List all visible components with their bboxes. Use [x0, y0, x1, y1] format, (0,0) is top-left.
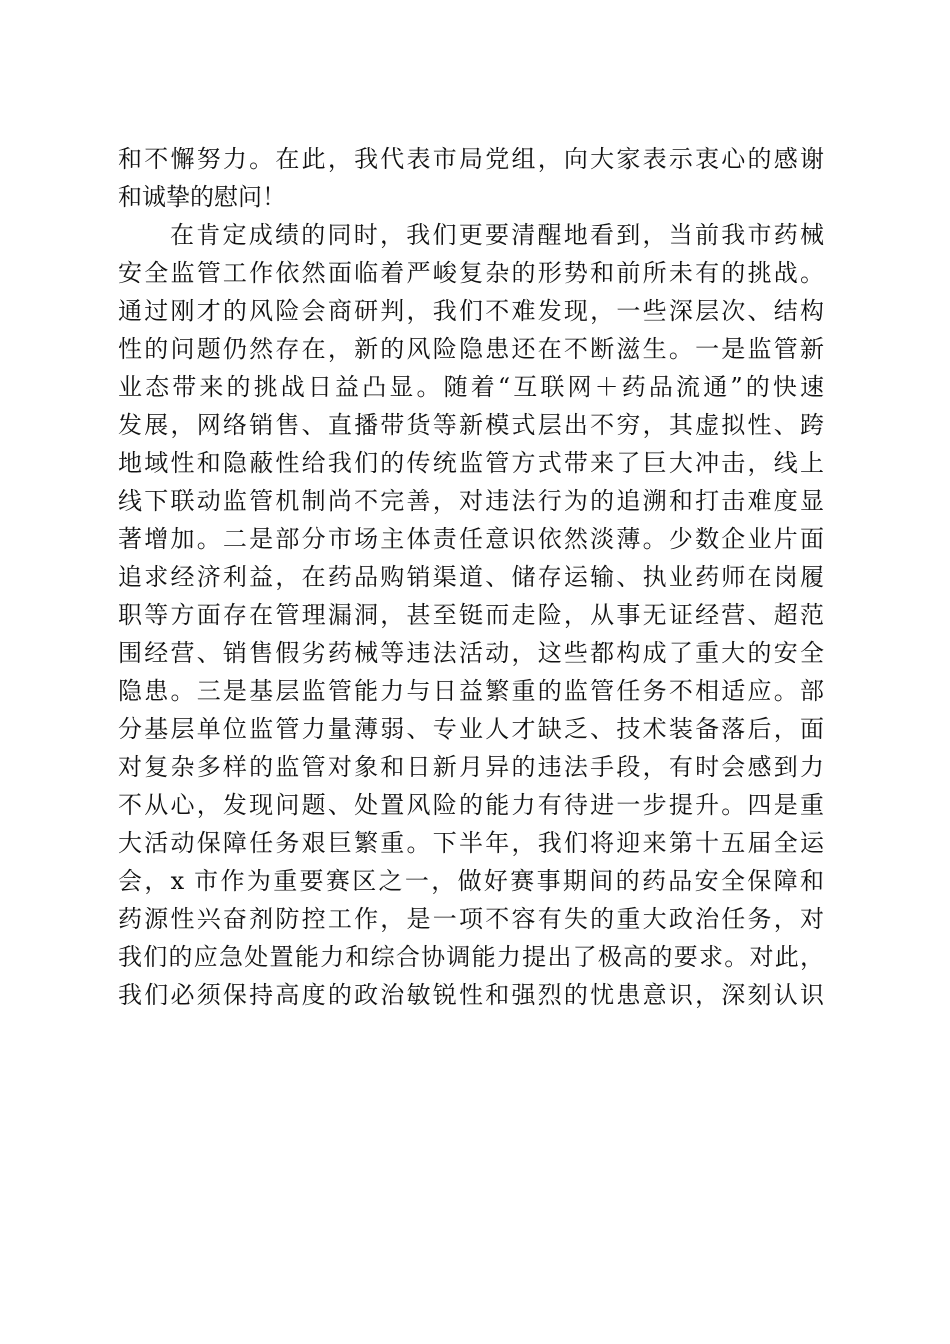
text-line-3: 在肯定成绩的同时，我们更要清醒地看到，当前我市药械: [170, 221, 824, 249]
text-line-9: 地域性和隐蔽性给我们的传统监管方式带来了巨大冲击，线上: [118, 449, 824, 477]
text-line-7: 业态带来的挑战日益凸显。随着“互联网＋药品流通”的快速: [118, 373, 824, 401]
text-line-11: 著增加。二是部分市场主体责任意识依然淡薄。少数企业片面: [118, 525, 824, 553]
text-line-5: 通过刚才的风险会商研判，我们不难发现，一些深层次、结构: [118, 297, 824, 325]
text-line-22: 我们的应急处置能力和综合协调能力提出了极高的要求。对此，: [118, 943, 824, 971]
text-line-17: 对复杂多样的监管对象和日新月异的违法手段，有时会感到力: [118, 753, 824, 781]
text-line-13: 职等方面存在管理漏洞，甚至铤而走险，从事无证经营、超范: [118, 601, 824, 629]
text-line-12: 追求经济利益，在药品购销渠道、储存运输、执业药师在岗履: [118, 563, 824, 591]
text-line-19: 大活动保障任务艰巨繁重。下半年，我们将迎来第十五届全运: [118, 829, 824, 857]
text-line-14: 围经营、销售假劣药械等违法活动，这些都构成了重大的安全: [118, 639, 824, 667]
text-line-1: 和不懈努力。在此，我代表市局党组，向大家表示衷心的感谢: [118, 145, 824, 173]
text-line-4: 安全监管工作依然面临着严峻复杂的形势和前所未有的挑战。: [118, 259, 824, 287]
text-line-10: 线下联动监管机制尚不完善，对违法行为的追溯和打击难度显: [118, 487, 824, 515]
text-line-15: 隐患。三是基层监管能力与日益繁重的监管任务不相适应。部: [118, 677, 824, 705]
text-line-23: 我们必须保持高度的政治敏锐性和强烈的忧患意识，深刻认识: [118, 981, 824, 1009]
text-line-8: 发展，网络销售、直播带货等新模式层出不穷，其虚拟性、跨: [118, 411, 824, 439]
text-line-16: 分基层单位监管力量薄弱、专业人才缺乏、技术装备落后，面: [118, 715, 824, 743]
text-line-20: 会，x 市作为重要赛区之一，做好赛事期间的药品安全保障和: [118, 867, 824, 895]
text-line-18: 不从心，发现问题、处置风险的能力有待进一步提升。四是重: [118, 791, 824, 819]
text-line-6: 性的问题仍然存在，新的风险隐患还在不断滋生。一是监管新: [118, 335, 824, 363]
text-line-21: 药源性兴奋剂防控工作，是一项不容有失的重大政治任务，对: [118, 905, 824, 933]
text-line-2: 和诚挚的慰问！: [118, 183, 286, 211]
